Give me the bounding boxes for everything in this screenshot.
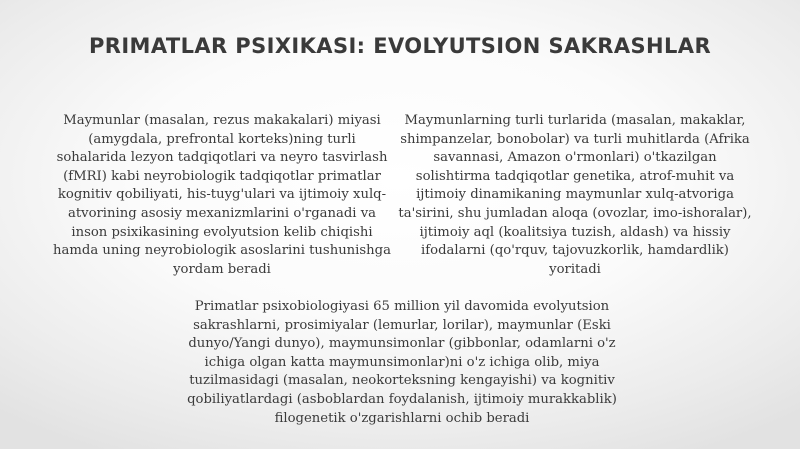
paragraph-neurobiology: Maymunlar (masalan, rezus makakalari) miyasi (amygdala, prefrontal korteks)ning turli sohalarida lezyon tadqiqotlari va neyro tasvirlash (fMRI) kabi neyrobiologik tadqiqotlar primatlar kognitiv qobiliyati, his-tuyg'ulari va ijtimoiy xulq-atvorining asosiy mexanizmlarini o'rganadi va inson psixikasining evolyutsion kelib chiqishi hamda uning neyrobiologik asoslarini tushunishga yordam beradi xyxy=(53,113,391,277)
paragraph-comparative-studies: Maymunlarning turli turlarida (masalan, makaklar, shimpanzelar, bonobolar) va turli muhitlarda (Afrika savannasi, Amazon o'rmonlari) o'tkazilgan solishtirma tadqiqotlar genetika, atrof-muhit va ijtimoiy dinamikaning maymunlar xulq-atvoriga ta'sirini, shu jumladan aloqa (ovozlar, imo-ishoralar), ijtimoiy aql (koalitsiya tuzish, aldash) va hissiy ifodalarni (qo'rquv, tajovuzkorlik, hamdardlik) yoritadi xyxy=(398,113,752,277)
slide-title: PRIMATLAR PSIXIKASI: EVOLYUTSION SAKRASHLAR xyxy=(88,34,712,58)
paragraph-evolution: Primatlar psixobiologiyasi 65 million yil davomida evolyutsion sakrashlarni, prosimiyalar (lemurlar, lorilar), maymunlar (Eski dunyo/Yangi dunyo), maymunsimonlar (gibbonlar, odamlarni o'z ichiga olgan katta maymunsimonlar)ni o'z ichiga olib, miya tuzilmasidagi (masalan, neokorteksning kengayishi) va kognitiv qobiliyatlardagi (asboblardan foydalanish, ijtimoiy murakkablik) filogenetik o'zgarishlarni ochib beradi xyxy=(187,299,617,426)
